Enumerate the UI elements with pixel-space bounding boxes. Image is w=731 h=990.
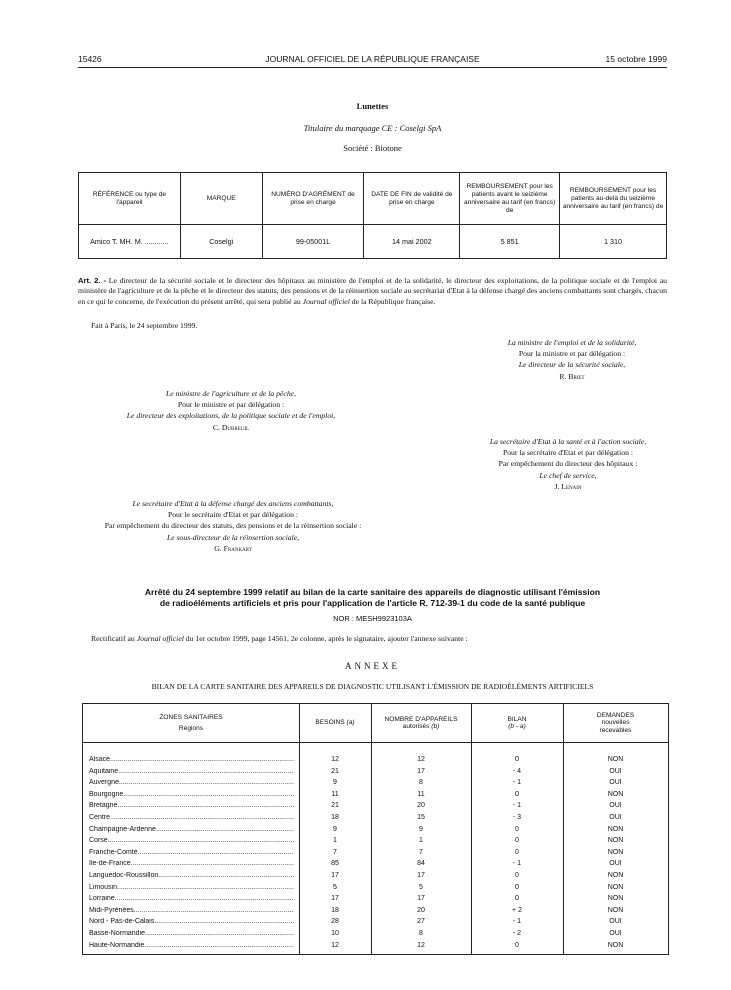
region-name: Nord - Pas-de-Calais ..... [89,918,294,925]
bilan-value: - 1 [512,779,522,787]
demandes-value: NON [607,883,624,891]
annexe-subtitle: BILAN DE LA CARTE SANITAIRE DES APPAREILS DE DIAGNOSTIC UTILISANT L'ÉMISSION DE RADIOÉLÉMENTS ARTIFICIELS [151,682,594,691]
besoins-value: 7 [333,848,337,856]
header-divider [83,742,668,743]
demandes-value: NON [607,941,624,949]
besoins-value: 17 [331,895,339,903]
table-row [83,756,668,768]
article-text-end: de la République française. [349,296,436,306]
appareils-value: 8 [419,929,423,937]
table-row [83,930,668,942]
bilan-value: - 1 [512,802,522,810]
demandes-value: NON [607,871,624,879]
appareils-value: 84 [417,860,425,868]
signatory-name: C. Dubreuil [212,422,250,432]
delegation-line: Pour le ministre et par délégation : [177,400,285,410]
signatory-name: G. Frankart [214,543,252,553]
column-header: REMBOURSEMENT pour les patients avant le seizième anniversaire au tarif (en francs) de [460,173,560,225]
signature-block [74,388,388,433]
region-name: Auvergne ..... [89,779,294,786]
signature-block [442,337,702,382]
column-header-besoins [299,704,371,742]
arrete-title-line: Arrêté du 24 septembre 1999 relatif au bilan de la carte sanitaire des appareils de diagnostic utilisant l'émission [144,587,601,597]
appareils-value: 17 [417,895,425,903]
rectificatif [91,634,468,643]
lunettes-table [78,172,667,259]
besoins-value: 10 [331,929,339,937]
demandes-value: OUI [609,813,622,821]
region-name: Centre ..... [89,814,294,821]
table-row [83,907,668,919]
besoins-value: 21 [331,802,339,810]
region-name: Bourgogne ..... [89,791,294,798]
region-name: Bretagne ..... [89,802,294,809]
table-cell: 5 851 [460,225,560,259]
region-name: Midi-Pyrénées ..... [89,907,294,914]
bilan-value: 0 [515,895,519,903]
appareils-value: 7 [419,848,423,856]
annexe-title: ANNEXE [345,661,400,671]
journal-title: JOURNAL OFFICIEL DE LA RÉPUBLIQUE FRANÇAISE [265,54,480,64]
appareils-value: 12 [417,756,425,763]
region-name: Languedoc-Roussillon ..... [89,872,294,879]
region-name: Haute-Normandie ..... [89,942,294,949]
header-recevables-label: recevables [599,726,632,734]
fait-a-paris: Fait à Paris, le 24 septembre 1999. [91,321,198,330]
table-cell: 99-05001L [262,225,364,259]
table-row [83,768,668,780]
signatory-name: R. Briet [559,371,585,381]
appareils-value: 5 [419,883,423,891]
bilan-value: 0 [515,941,519,949]
besoins-value: 17 [331,871,339,879]
issue-date: 15 octobre 1999 [605,54,667,64]
appareils-value: 20 [417,906,425,914]
bilan-table [82,703,669,955]
demandes-value: NON [607,895,624,903]
appareils-value: 11 [417,790,425,798]
delegation-line: Pour la secrétaire d'Etat et par délégation : [502,448,634,458]
signatory-title: La secrétaire d'Etat à la santé et à l'action sociale, [489,437,647,446]
table-row [83,837,668,849]
titulaire-line: Titulaire du marquage CE : Coselgi SpA [303,123,442,133]
demandes-value: OUI [609,802,622,810]
bilan-value: - 4 [512,767,522,775]
article-text: Le directeur de la sécurité sociale et le directeur des hôpitaux au ministère de l'emploi et de la solidarité, le directeur des exploitations, de la politique sociale et de l'emploi au ministère de l'agriculture et de la pêche et le directeur des statuts, des pensions et de la réinsertion sociale au secrétariat d'Etat à la défense chargé des anciens combattants sont chargés, chacun en ce qui le concerne, de l'exécution du présent arrêté, qui sera publié au [78,276,668,306]
table-row [83,872,668,884]
delegation-line: Pour la ministre et par délégation : [518,349,626,359]
nor-reference: NOR : MESH9923103A [333,614,412,623]
column-header-nombre [371,704,471,742]
rectificatif-text-end: du 1er octobre 1999, page 14561, 2e colonne, après le signataire, ajouter l'annexe suivante : [183,634,468,643]
appareils-value: 1 [419,837,423,845]
appareils-value: 12 [417,941,425,949]
table-cell: 14 mai 2002 [364,225,460,259]
region-name: Limousin ..... [89,884,294,891]
appareils-value: 20 [417,802,425,810]
table-header-row [79,173,667,225]
delegation-line: Pour le secrétaire d'Etat et par délégation : [167,510,299,520]
header-note: (a) [346,719,355,727]
appareils-value: 27 [417,918,425,926]
arrete-title-line: de radioéléments artificiels et pris pour l'application de l'article R. 712-39-1 du code de la santé publique [159,598,586,608]
table-row [83,779,668,791]
besoins-value: 12 [331,941,339,949]
header-autorises-label: autorisés [402,723,430,730]
header-note: (b) [431,723,440,730]
demandes-value: NON [607,906,624,914]
signatory-name: J. Lenain [554,481,582,491]
table-row [79,225,667,259]
table-row [83,814,668,826]
header-demandes-label: DEMANDES [596,711,635,719]
delegation-line: Par empêchement du directeur des statuts, des pensions et de la réinsertion sociale : [104,521,362,531]
article-2 [78,276,667,307]
header-nombre-label: NOMBRE D'APPAREILS [384,715,458,723]
column-header: RÉFÉRENCE ou type de l'appareil [79,173,181,225]
bilan-value: 0 [515,871,519,879]
table-row [83,884,668,896]
besoins-value: 28 [331,918,339,926]
demandes-value: NON [607,837,624,845]
delegation-line: Par empêchement du directeur des hôpitaux : [498,459,638,469]
besoins-value: 9 [333,779,337,787]
column-header-demandes [563,704,668,742]
table-row [83,849,668,861]
bilan-value: - 3 [512,813,522,821]
signatory-role: Le chef de service, [539,470,597,480]
societe-line: Société : Biotone [343,143,402,153]
demandes-value: OUI [609,860,622,868]
arrete-title [78,587,667,609]
table-row [83,942,668,954]
bilan-value: 0 [515,883,519,891]
demandes-value: NON [607,848,624,856]
header-regions-label: Régions [178,725,204,732]
demandes-value: OUI [609,918,622,926]
column-header-bilan [471,704,563,742]
besoins-value: 18 [331,813,339,821]
column-header: DATE DE FIN de validité de prise en charge [364,173,460,225]
region-name: Franche-Comté ..... [89,849,294,856]
bilan-value: 0 [515,756,519,763]
table-body [83,756,668,953]
region-name: Champagne-Ardenne ..... [89,826,294,833]
header-note: (b - a) [508,723,526,730]
header-rule [78,67,667,68]
table-cell: 1 310 [560,225,667,259]
signatory-role: Le directeur de la sécurité sociale, [518,360,626,370]
appareils-value: 8 [419,779,423,787]
table-row [83,802,668,814]
signatory-title: La ministre de l'emploi et de la solidarité, [507,338,637,347]
header-besoins-label: BESOINS [315,719,345,727]
signatory-title: Le ministre de l'agriculture et de la pêche, [165,389,297,398]
column-header: MARQUE [180,173,262,225]
bilan-value: 0 [515,790,519,798]
region-name: Lorraine ..... [89,895,294,902]
besoins-value: 9 [333,825,337,833]
signatory-role: Le directeur des exploitations, de la politique sociale et de l'emploi, [126,411,336,421]
appareils-value: 15 [417,813,425,821]
table-row [83,826,668,838]
besoins-value: 12 [331,756,339,763]
bilan-value: 0 [515,837,519,845]
signatory-role: Le sous-directeur de la réinsertion sociale, [166,532,300,542]
article-label: Art. 2. - [78,276,107,285]
bilan-value: + 2 [512,906,522,914]
column-header: NUMÉRO D'AGRÉMENT de prise en charge [262,173,364,225]
header-nouvelles-label: nouvelles [601,719,630,727]
table-row [83,791,668,803]
appareils-value: 9 [419,825,423,833]
besoins-value: 11 [331,790,339,798]
journal-ref: Journal officiel [302,296,350,306]
besoins-value: 85 [331,860,339,868]
table-cell: Amico T. MH. M. ............ [79,225,181,259]
bilan-value: 0 [515,825,519,833]
appareils-value: 17 [417,767,425,775]
header-bilan-label: BILAN [507,715,527,723]
demandes-value: OUI [609,767,622,775]
region-name: Basse-Normandie ..... [89,930,294,937]
besoins-value: 18 [331,906,339,914]
page-number: 15426 [78,54,102,64]
section-title: Lunettes [356,101,389,111]
demandes-value: NON [607,756,624,763]
table-row [83,860,668,872]
signature-block [71,498,395,554]
bilan-value: - 1 [512,918,522,926]
rectificatif-text: Rectificatif au [91,634,137,643]
column-header: REMBOURSEMENT pour les patients au-delà du seizième anniversaire au tarif (en francs) de [560,173,667,225]
column-header-zones [83,704,299,742]
journal-ref: Journal officiel [136,634,184,643]
demandes-value: OUI [609,779,622,787]
region-name: Ile-de-France ..... [89,860,294,867]
signature-block [403,436,731,492]
page-header [78,54,667,68]
signatory-title: Le secrétaire d'Etat à la défense chargé des anciens combattants, [132,499,334,508]
region-name: Alsace ..... [89,756,294,763]
bilan-value: 0 [515,848,519,856]
besoins-value: 21 [331,767,339,775]
demandes-value: NON [607,825,624,833]
demandes-value: NON [607,790,624,798]
appareils-value: 17 [417,871,425,879]
table-row [83,895,668,907]
region-name: Aquitaine ..... [89,768,294,775]
region-name: Corse ..... [89,837,294,844]
header-zones-label: ZONES SANITAIRES [159,713,223,721]
besoins-value: 5 [333,883,337,891]
bilan-value: - 2 [512,929,522,937]
table-row [83,918,668,930]
besoins-value: 1 [333,837,337,845]
bilan-value: - 1 [512,860,522,868]
table-cell: Coselgi [180,225,262,259]
demandes-value: OUI [609,929,622,937]
